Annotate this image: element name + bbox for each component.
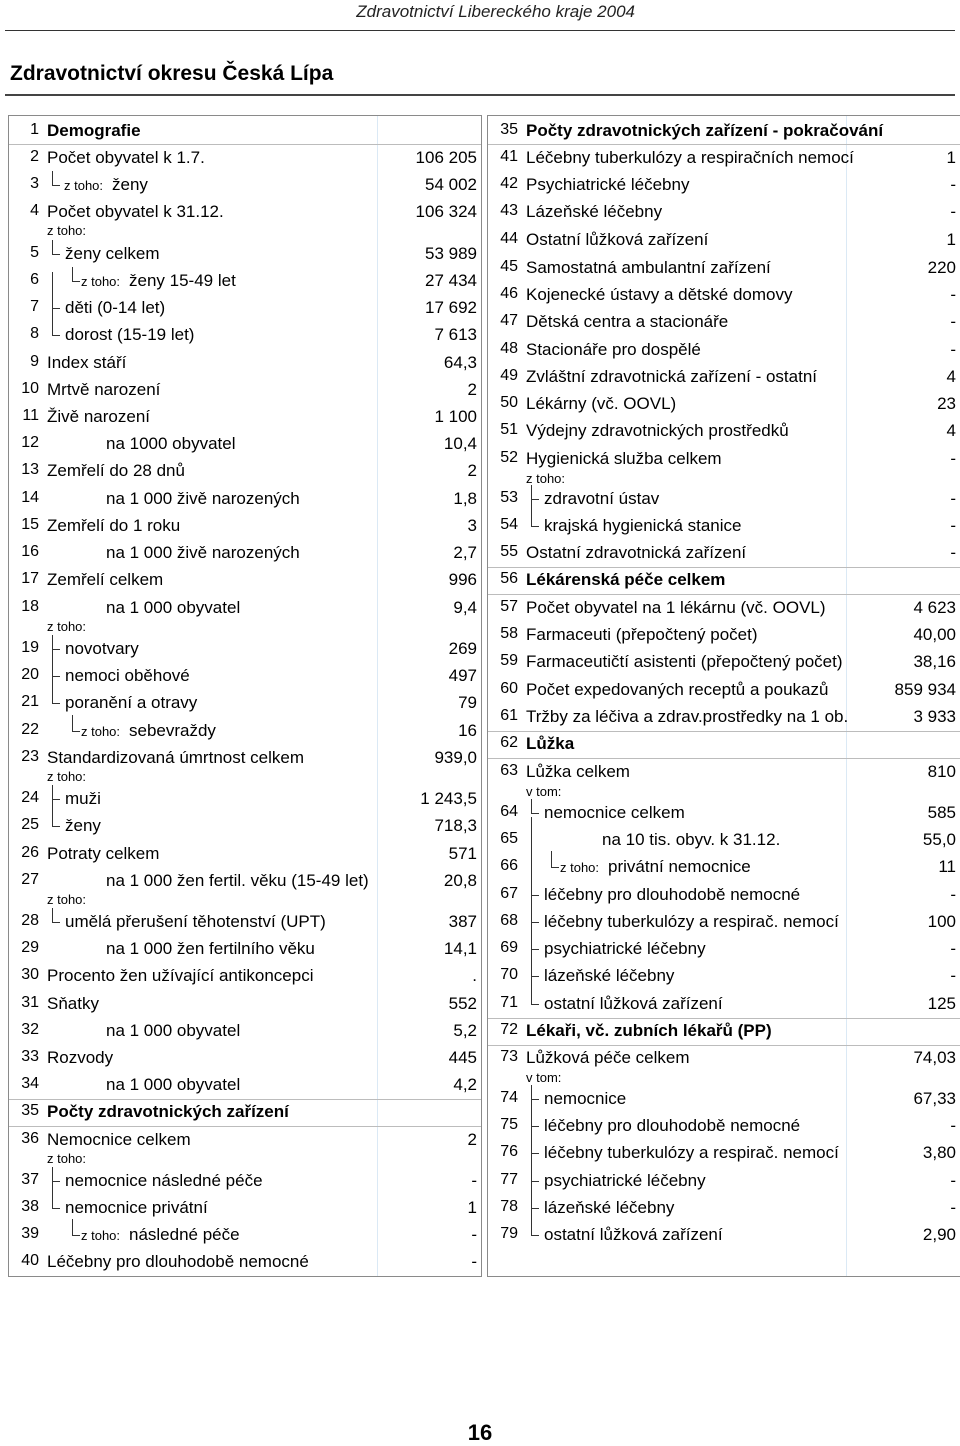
header-rule (5, 30, 955, 31)
subset-note: v tom: (526, 784, 562, 799)
subset-note: z toho: (526, 471, 566, 486)
title-rule (5, 94, 955, 96)
page-title: Zdravotnictví okresu Česká Lípa (10, 62, 334, 85)
running-title: Zdravotnictví Libereckého kraje 2004 (356, 2, 635, 21)
page-number: 16 (467, 1420, 493, 1445)
right-table: 35 Počty zdravotnických zařízení - pokračování 41 Léčebny tuberkulózy a respiračních nemocí 1 42 Psychiatrické léčebny - 43 Lázeňské léčebny - 44 Ostatní lůžková zařízení 1 45 Samostatná ambulantní zařízení 220 46 Kojenecké ústavy a dětské domovy - 47 Dětská centra a stacionáře - 48 Stacionáře pro dospělé - 49 Zvláštní zdravotnická zařízení - ostatní 4 50 Lékárny (vč. OOVL) 23 51 Výdejny zdravotnických prostředků 4 52 Hygienická služba celkem - z toho: 53 zdravotní ústav - 54 krajská hygienická stanice - 55 Ostatní zdravotnická zařízení - 56 Lékárenská péče celkem 57 Počet obyvatel na 1 lékárnu (vč. OOVL) 4 623 58 Farmaceuti (přepočtený počet) 40,00 59 Farmaceutičtí asistenti (přepočtený počet) 38,16 60 Počet expedovaných receptů a poukazů 859 934 61 Tržby za léčiva a zdrav.prostředky na 1 ob. 3 933 62 Lůžka 63 Lůžka celkem 810 v tom: 64 nemocnice celkem 585 65 na 10 tis. obyv. k 31.12. 55,0 66 z toho: privátní nemocnice 11 67 léčebny pro dlouhodobě nemocné - 68 léčebny tuberkulózy a respirač. nemocí 100 69 psychiatrické léčebny - 70 lázeňské léčebny - 71 ostatní lůžková zařízení 125 72 Lékaři, vč. zubních lékařů (PP) 73 Lůžková péče celkem 74,03 v tom: 74 nemocnice 67,33 75 léčebny pro dlouhodobě nemocné - 76 léčebny tuberkulózy a respirač. nemocí 3,80 77 psychiatrické léčebny - 78 lázeňské léčebny - 79 ostatní lůžková zařízení 2,90 (487, 115, 960, 1277)
subset-note: z toho: (47, 223, 87, 238)
subset-note: v tom: (526, 1070, 562, 1085)
left-table: 1 Demografie 2 Počet obyvatel k 1.7. 106 205 3 z toho: ženy 54 002 4 Počet obyvatel k 31.12. 106 324 z toho: 5 ženy celkem 53 989 6 z toho: ženy 15-49 let 27 434 7 děti (0-14 let) 17 692 8 dorost (15-19 let) 7 613 9 Index stáří 64,3 10 Mrtvě narození 2 11 Živě narození 1 100 12 na 1000 obyvatel 10,4 13 Zemřelí do 28 dnů 2 14 na 1 000 živě narozených 1,8 15 Zemřelí do 1 roku 3 16 na 1 000 živě narozených 2,7 17 Zemřelí celkem 996 18 na 1 000 obyvatel 9,4 z toho: 19 novotvary 269 20 nemoci oběhové 497 21 poranění a otravy 79 22 z toho: sebevraždy 16 23 Standardizovaná úmrtnost celkem 939,0 z toho: 24 muži 1 243,5 25 ženy 718,3 26 Potraty celkem 571 27 na 1 000 žen fertil. věku (15-49 let) 20,8 z toho: 28 umělá přerušení těhotenství (UPT) 387 29 na 1 000 žen fertilního věku 14,1 30 Procento žen užívající antikoncepci . 31 Sňatky 552 32 na 1 000 obyvatel 5,2 33 Rozvody 445 34 na 1 000 obyvatel 4,2 35 Počty zdravotnických zařízení 36 Nemocnice celkem 2 z toho: 37 nemocnice následné péče - 38 nemocnice privátní 1 39 z toho: následné péče - 40 Léčebny pro dlouhodobě nemocné - (8, 115, 482, 1277)
subset-note: z toho: (47, 619, 87, 634)
subset-note: z toho: (47, 892, 87, 907)
subset-note: z toho: (47, 1151, 87, 1166)
subset-note: z toho: (47, 769, 87, 784)
